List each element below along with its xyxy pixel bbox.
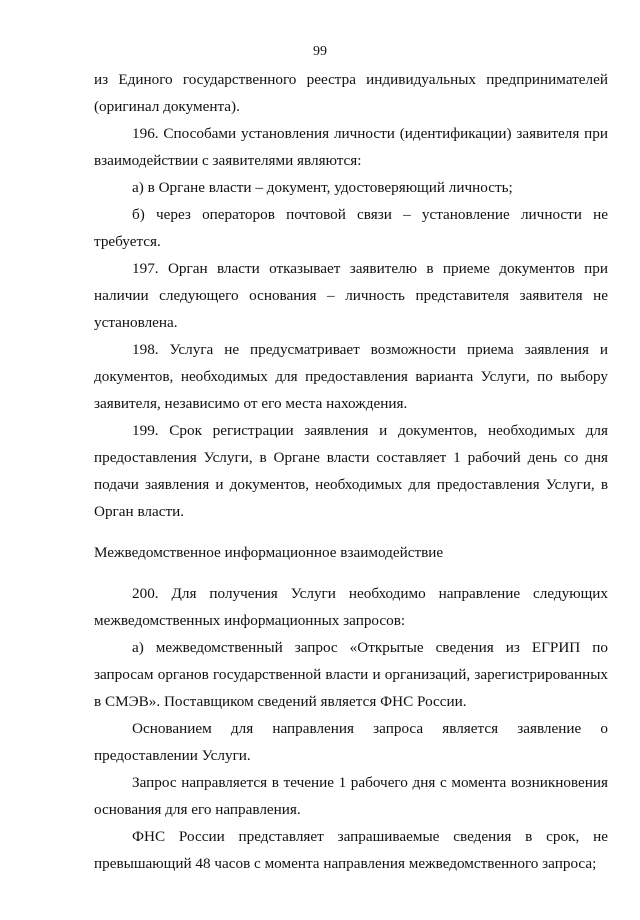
paragraph-198: 198. Услуга не предусматривает возможности приема заявления и документов, необходимых для предоставления варианта Услуги, по выбору заявителя, независимо от его места нахождения. [94, 341, 608, 412]
paragraph-196a: а) в Органе власти – документ, удостоверяющий личность; [132, 179, 513, 196]
paragraph-200-basis: Основанием для направления запроса является заявление о предоставлении Услуги. [94, 720, 608, 764]
paragraph-200: 200. Для получения Услуги необходимо направление следующих межведомственных информационных запросов: [94, 585, 608, 629]
paragraph-196b: б) через операторов почтовой связи – установление личности не требуется. [94, 206, 608, 250]
paragraph-200a: а) межведомственный запрос «Открытые сведения из ЕГРИП по запросам органов государственной власти и организаций, зарегистрированных в СМЭВ». Поставщиком сведений является ФНС России. [94, 639, 608, 710]
page-number: 99 [313, 44, 327, 59]
paragraph-continuation: из Единого государственного реестра индивидуальных предпринимателей (оригинал документа). [94, 71, 608, 115]
document-body [94, 66, 608, 877]
paragraph-199: 199. Срок регистрации заявления и документов, необходимых для предоставления Услуги, в Органе власти составляет 1 рабочий день со дня подачи заявления и документов, необходимых для предоставления Услуги, в Орган власти. [94, 422, 608, 520]
paragraph-200-deadline: ФНС России представляет запрашиваемые сведения в срок, не превышающий 48 часов с момента направления межведомственного запроса; [94, 828, 608, 872]
section-heading: Межведомственное информационное взаимодействие [94, 544, 444, 561]
paragraph-197: 197. Орган власти отказывает заявителю в приеме документов при наличии следующего основания – личность представителя заявителя не установлена. [94, 260, 608, 331]
paragraph-200-timing: Запрос направляется в течение 1 рабочего дня с момента возникновения основания для его направления. [94, 774, 608, 818]
paragraph-196: 196. Способами установления личности (идентификации) заявителя при взаимодействии с заявителями являются: [94, 125, 608, 169]
